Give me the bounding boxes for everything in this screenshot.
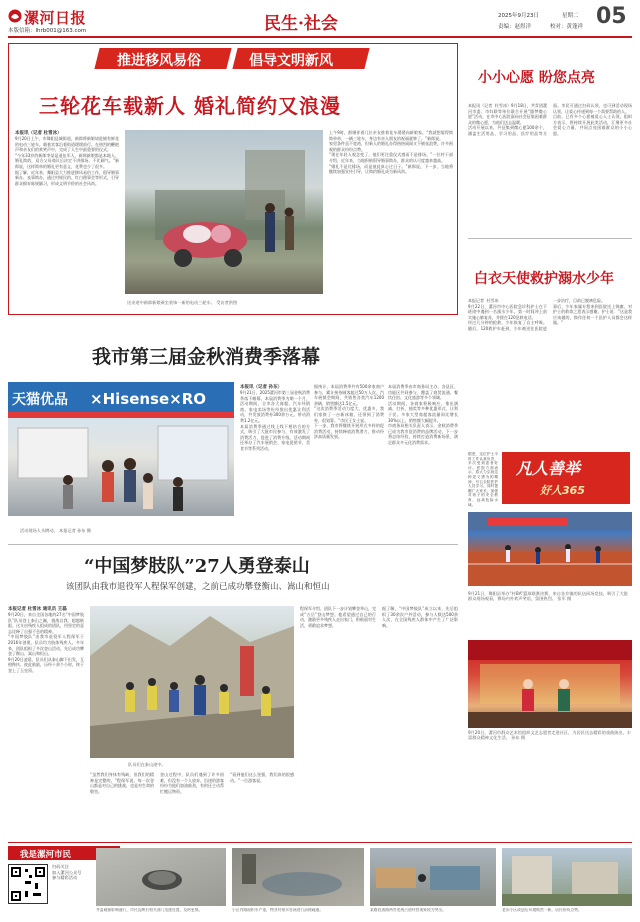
stamp-top-text: 凡人善举 bbox=[516, 459, 581, 478]
wish-headline: 小小心愿 盼您点亮 bbox=[478, 70, 595, 86]
logo-text: 漯河日报 bbox=[24, 9, 87, 27]
lead-body-left: 9月20日上午，市舞阳县城街道，新郎将新娘请进铺有鲜花的电动三轮车，载着宾客沿着街道缓缓前行。在热烈的鞭炮声和亲友们的欢笑声中，完成了人生中最重要的仪式。 “今年33岁的新郎李某是退伍军人，新郎新娘都是本地人，婚礼简约，双方父母商议后决定不讲排场、不比阔气。”新郎说，这样简单的婚礼更有意义，花费也少了很多。 据了解，近年来，舞阳县大力推进移风易俗工作，倡导婚事新办、丧事简办，通过村规民约、红白理事会等形式，引导群众摒弃陈规陋习，形成文明节俭的社会风尚。 bbox=[15, 136, 119, 186]
bottom-caption-2: 小区内路面积水严重，物业对排水管网进行清理疏通。 bbox=[232, 908, 324, 912]
consumption-rule bbox=[8, 544, 458, 545]
bottom-photo-4 bbox=[502, 848, 632, 906]
lead-byline: 本报讯（记者 杜雪冰） bbox=[15, 131, 62, 136]
consumption-body-b: 据统计，本届消费季共有500余家商户参与，累计接待顾客超过50万人次。汽车展销会期间，共销售各类汽车1200余辆，销售额达1.5亿元。 “这次消费季活动力度大，优惠多，我们家换了一台新冰箱，还领到了消费券，很划算。”市民王女士说。 下一步，我市将继续开展形式多样的促消费活动，持续释放消费潜力，推动经济高质量发展。 bbox=[314, 384, 384, 440]
consumption-body-a: 9月21日，2025漯河市第三届金秋消费季落下帷幕。本届消费季为期一个月，活动期间，全市各大商超、汽车经销商、家电卖场等纷纷推出优惠让利活动，共发放消费券300余万元，带动消费1.2亿元。 本届消费季通过线上线下相结合的方式，吸引了大批市民参与，有效激发了消费活力，促进了消费升级。活动期间还举办了汽车展销会、家电促销节、美食节等系列活动。 bbox=[240, 390, 310, 451]
dream-headline: “中国梦肢队”27人勇登泰山 bbox=[84, 556, 310, 577]
street-vendors-figure bbox=[370, 848, 496, 906]
consumption-body-c: 本届消费季由市商务局主办，各县区、功能区共同参与，覆盖了商贸流通、餐饮住宿、文化旅游等多个领域。 活动期间，各商家积极响应，推出满减、打折、抽奖等多种优惠形式，让利于民。多家大型商超客流量同比增长30%以上，销售额大幅提升。 市商务局相关负责人表示，金秋消费季已成为我市促消费的品牌活动，下一步将总结经验，持续打造消费新场景，满足群众多元化消费需求。 bbox=[388, 384, 458, 445]
rescue-story bbox=[468, 246, 632, 446]
basketball-caption: 9月21日，舞阳县举办“村BA”篮球联赛决赛，来自各乡镇的队伍同场竞技，吸引了大批群众现场观看，赛场内外欢声笑语，氛围热烈。 张军 摄 bbox=[468, 591, 628, 601]
wedding-tricycle-figure bbox=[125, 130, 323, 294]
bottom-photo-1 bbox=[96, 848, 226, 906]
brand-tag-text: 我是漯河市民 bbox=[20, 850, 72, 860]
dream-subhead: 该团队由我市退役军人程保军创建，之前已成功攀登衡山、嵩山和恒山 bbox=[66, 582, 330, 592]
consumption-byline: 本报讯（记者 孙东） bbox=[240, 385, 283, 390]
logo-mark-icon bbox=[8, 9, 22, 23]
qr-code-icon bbox=[9, 865, 47, 903]
bottom-caption-3: 某路段道路两旁违规占道经营现象较为突出。 bbox=[370, 908, 446, 912]
dream-photo bbox=[90, 606, 294, 758]
consumption-photo bbox=[8, 382, 234, 516]
lead-headline: 三轮花车载新人 婚礼简约又浪漫 bbox=[39, 94, 341, 118]
qr-code bbox=[8, 864, 48, 904]
masthead-proof: 校对：黄蓬祥 bbox=[550, 24, 584, 30]
lead-photo-caption: 送亲途中新郎新娘乘坐装饰一新的电动三轮车。 受访者供图 bbox=[127, 300, 238, 305]
lead-story-box bbox=[8, 43, 458, 315]
masthead-logo bbox=[8, 6, 90, 26]
banner-right-text: 倡导文明新风 bbox=[249, 53, 333, 69]
bottom-rule bbox=[8, 842, 632, 843]
rescue-headline: 白衣天使救护溺水少年 bbox=[474, 271, 614, 287]
renovated-community-figure bbox=[502, 848, 632, 906]
masthead-rule bbox=[8, 36, 632, 38]
basketball-court-figure bbox=[468, 512, 632, 586]
dream-body-c: 程保军介绍，团队下一步计划攀登华山，完成“五岳”登山梦想。他希望通过自己的行动，激励更多残疾人走出家门，积极面对生活，勇敢追求梦想。 据了解，“中国梦肢队”成立以来，先后组织了30余次户外活动，参与人数达500余人次，在全国残疾人群体中产生了广泛影响。 bbox=[300, 606, 458, 628]
basketball-photo bbox=[468, 512, 632, 586]
consumption-headline: 我市第三届金秋消费季落幕 bbox=[92, 346, 321, 368]
flooded-road-figure bbox=[232, 848, 364, 906]
stamp-bottom-text: 好人365 bbox=[540, 484, 585, 497]
opera-stage-figure bbox=[468, 640, 632, 728]
wish-body: 本报讯（记者 杜雪冰）9月18日，共青团漯河市委、市妇联等单位联合开展“圆梦微心愿”活动，在市中心医院面向社会征集困难群众的微心愿，为他们送去温暖。 活动开展以来，共征集到微心愿100余个，涵盖生活用品、学习用品、医疗用品等方面。市民可通过扫码认领，也可到活动现场认领，让爱心传递到每一个需要帮助的人。 目前，已有多个心愿被爱心人士认领。组织方表示，将持续开展此类活动，汇聚更多社会爱心力量，共同点亮困难群众的小小心愿。 bbox=[468, 103, 632, 136]
dream-photo-caption: 队员们在泰山途中。 bbox=[128, 762, 166, 767]
opera-photo bbox=[468, 640, 632, 728]
rescue-body: 本报记者 杜雪冰 9月22日，漯河市中心医院急诊科护士在下班途中遇到一名溺水少年，第一时间冲上前实施心肺复苏，并拨打120急救电话。 经过几分钟的抢救，少年恢复了自主呼吸。随后，120救护车赶到，少年被送往医院进一步治疗，目前已脱离危险。 事后，少年家属专程来到医院送上锦旗，对护士的救命之恩表示感谢。护士说：“这是我应该做的，换作任何一个医护人员都会这样做。” bbox=[468, 298, 632, 331]
bottom-photo-3 bbox=[370, 848, 496, 906]
section-title: 民生·社会 bbox=[264, 14, 338, 34]
dream-body-a: 9月20日，来自全国各地的27名“中国梦肢队”队员登上泰山之巅，挑战自我、超越极限。这支由残疾人组成的团队，用坚定的意志诠释了自强不息的精神。 “中国梦肢队”由我市退役军人程保军于2016年创建，队员均为肢体残疾人。多年来，团队组织了多次登山活动，先后成功攀登了衡山、嵩山和恒山。 9月20日凌晨，队员们从泰山脚下出发，互相搀扶、彼此鼓励，历经十余个小时，终于登上了玉皇顶。 bbox=[8, 612, 84, 673]
masthead-date: 2025年9月23日 bbox=[498, 13, 539, 19]
stamp-side-text: 据悉，这位护士平时工作认真负责，多次受到患者好评。医院方面表示，将大力弘扬这种见义勇为的精神，号召全院医护人员学习。同时提醒广大家长，加强对孩子的安全教育，远离危险水域。 bbox=[468, 452, 498, 507]
svg-text:×Hisense×RO: ×Hisense×RO bbox=[90, 390, 207, 408]
page-number: 05 bbox=[596, 4, 627, 29]
wish-story bbox=[468, 43, 632, 243]
good-deeds-stamp bbox=[502, 452, 630, 504]
bottom-caption-4: 老旧小区改造后环境焕然一新，居民纷纷点赞。 bbox=[502, 908, 582, 912]
consumption-photo-caption: 活动现场人头攒动。 本报记者 孙东 摄 bbox=[20, 528, 91, 533]
manhole-figure bbox=[96, 848, 226, 906]
masthead bbox=[0, 0, 640, 38]
banner bbox=[97, 48, 367, 69]
banner-left-text: 推进移风易俗 bbox=[117, 53, 201, 69]
wish-rule bbox=[468, 238, 632, 239]
qr-text: 扫码关注 加入漯河公众号 参与精彩活动 bbox=[52, 864, 82, 881]
mountain-climbers-figure bbox=[90, 606, 294, 758]
bottom-photo-2 bbox=[232, 848, 364, 906]
dream-body-b: “虽然我们身体有残缺，但我们的精神是完整的。”程保军说，每一次登山都是对自己的挑战，也是对生命的敬畏。 登山过程中，队员们遇到了许多困难，但没有一个人放弃。沿途的游客纷纷为他们加油鼓劲，有的还主动帮忙搬运物资。 “看到他们这么坚强，我们真的很感动。”一位游客说。 bbox=[90, 772, 294, 794]
lead-photo bbox=[125, 130, 323, 294]
lead-body-right: 上午9时，群婚伴着几位亲友推着花车缓缓向新娘家。“我就想娶得简简单单，一辆三轮车，身边有亲人朋友的祝福就够了。”新郎说。 家里条件虽不宽裕，但新人的婚礼办得热热闹闹又不铺张浪费。许多围观的群众纷纷点赞。 “现在年轻人观念变了，他们更注重仪式感而不是排场。”一位村干部介绍，近年来，当地积极倡导婚事简办，群众的认可度越来越高。 “婚礼不是比排场，而是彼此真心过日子。”新郎说。下一步，当地将继续加强宣传引导，让简约婚礼成为新风尚。 bbox=[329, 130, 453, 175]
expo-crowd-figure bbox=[8, 382, 234, 516]
opera-caption: 9月20日，漯河市群众艺术馆组织文艺志愿者走进社区，为居民送去精彩的戏曲演出，丰富群众精神文化生活。 孙东 摄 bbox=[468, 730, 631, 740]
bottom-caption-1: 井盖破损影响通行，市民反映后相关部门迅速处置，及时更换。 bbox=[96, 908, 203, 912]
svg-text:天猫优品: 天猫优品 bbox=[12, 392, 68, 408]
dream-byline: 本报记者 杜雪冰 通讯员 王磊 bbox=[8, 607, 67, 612]
masthead-weekday: 星期二 bbox=[562, 13, 579, 19]
masthead-editor: 责编：赵煜洋 bbox=[498, 24, 532, 30]
email-line: 本版信箱：lhrb001@163.com bbox=[8, 28, 87, 34]
